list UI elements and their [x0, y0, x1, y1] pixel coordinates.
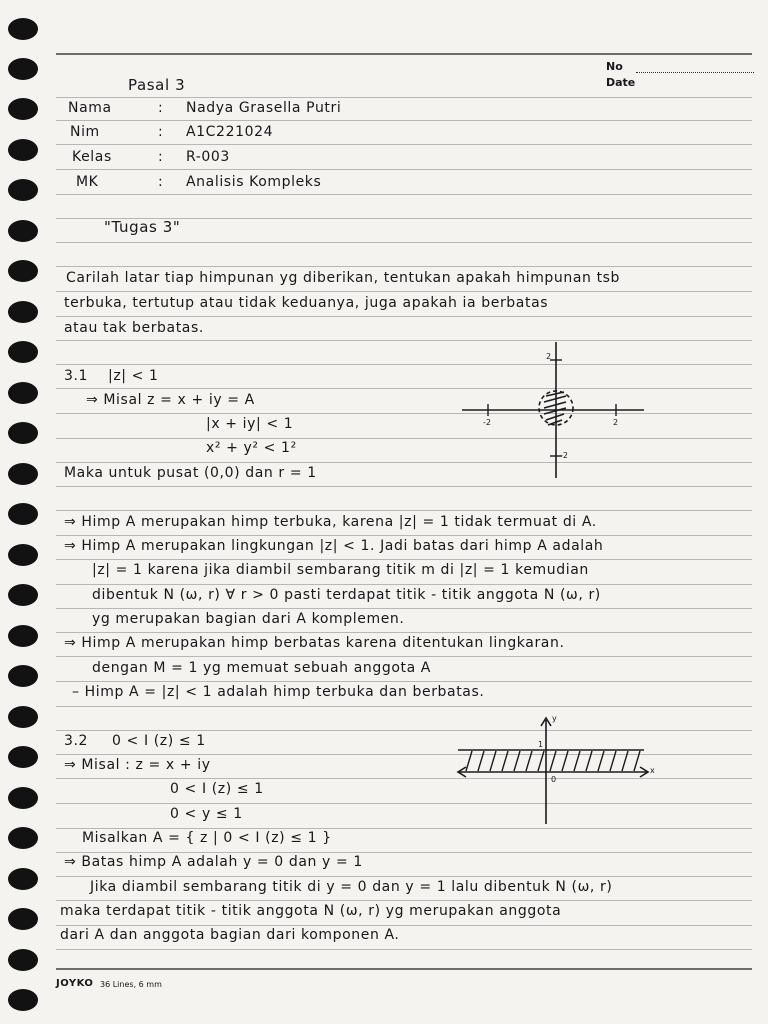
paper-spec: 36 Lines, 6 mm — [100, 980, 162, 989]
instruction-line: atau tak berbatas. — [64, 320, 204, 336]
graph1-left-label: -2 — [483, 418, 491, 427]
binding-hole — [8, 908, 38, 930]
binding-hole — [8, 58, 38, 80]
work-line: |x + iy| < 1 — [206, 416, 294, 432]
ruled-line — [56, 584, 752, 585]
info-label-nama: Nama — [68, 100, 112, 116]
binding-hole — [8, 463, 38, 485]
work-line: ⇒ Misal z = x + iy = A — [86, 392, 255, 408]
binding-hole — [8, 827, 38, 849]
binding-hole — [8, 665, 38, 687]
ruled-line — [56, 608, 752, 609]
binding-hole — [8, 706, 38, 728]
explanation-line: yg merupakan bagian dari A komplemen. — [92, 611, 405, 627]
work-line: 0 < y ≤ 1 — [170, 806, 243, 822]
info-label-kelas: Kelas — [72, 149, 112, 165]
info-colon: : — [158, 174, 164, 190]
shaded-scribble — [544, 392, 566, 425]
ruled-line — [56, 97, 752, 98]
graph1-top-label: 2 — [546, 352, 552, 361]
ruled-line — [56, 681, 752, 682]
task-title: "Tugas 3" — [104, 218, 181, 236]
info-colon: : — [158, 149, 164, 165]
ruled-line — [56, 949, 752, 950]
ruled-line — [56, 316, 752, 317]
ruled-line — [56, 706, 752, 707]
conclusion-line: – Himp A = |z| < 1 adalah himp terbuka dan berbatas. — [72, 684, 485, 700]
work-line: Maka untuk pusat (0,0) dan r = 1 — [64, 465, 317, 481]
binding-hole — [8, 301, 38, 323]
binding-hole — [8, 625, 38, 647]
ruled-line — [56, 656, 752, 657]
ruled-line — [56, 632, 752, 633]
ruled-line — [56, 535, 752, 536]
info-value-kelas: R-003 — [186, 149, 230, 165]
brand-logo: JOYKO — [56, 978, 94, 989]
binding-hole — [8, 220, 38, 242]
instruction-line: Carilah latar tiap himpunan yg diberikan, tentukan apakah himpunan tsb — [66, 270, 621, 286]
binding-hole — [8, 382, 38, 404]
ruled-line — [56, 120, 752, 121]
bottom-border-line — [56, 968, 752, 970]
strip-hatching — [466, 751, 640, 771]
explanation-line: ⇒ Himp A merupakan himp terbuka, karena |z| = 1 tidak termuat di A. — [64, 514, 597, 530]
info-colon: : — [158, 100, 164, 116]
binding-hole — [8, 746, 38, 768]
info-colon: : — [158, 124, 164, 140]
binding-hole — [8, 584, 38, 606]
ruled-line — [56, 486, 752, 487]
graph2-x-label: x — [650, 766, 655, 775]
explanation-line: dengan M = 1 yg memuat sebuah anggota A — [92, 660, 431, 676]
binding-hole — [8, 260, 38, 282]
section-expression: 0 < I (z) ≤ 1 — [112, 733, 206, 749]
info-label-mk: MK — [76, 174, 99, 190]
ruled-line — [56, 291, 752, 292]
binding-hole — [8, 422, 38, 444]
no-label: No — [606, 60, 623, 73]
work-line: x² + y² < 1² — [206, 440, 297, 456]
binding-hole — [8, 989, 38, 1011]
top-border-line — [56, 53, 752, 55]
graph1-right-label: 2 — [613, 418, 619, 427]
work-line: dari A dan anggota bagian dari komponen A. — [60, 927, 400, 943]
ruled-line — [56, 559, 752, 560]
spiral-binding-holes — [8, 18, 42, 1018]
binding-hole — [8, 544, 38, 566]
explanation-line: |z| = 1 karena jika diambil sembarang titik m di |z| = 1 kemudian — [92, 562, 589, 578]
info-value-nim: A1C221024 — [186, 124, 274, 140]
binding-hole — [8, 139, 38, 161]
ruled-line — [56, 876, 752, 877]
work-line: Jika diambil sembarang titik di y = 0 dan y = 1 lalu dibentuk N (ω, r) — [90, 879, 613, 895]
binding-hole — [8, 341, 38, 363]
work-line: 0 < I (z) ≤ 1 — [170, 781, 264, 797]
work-line: Misalkan A = { z | 0 < I (z) ≤ 1 } — [82, 830, 332, 846]
work-line: ⇒ Misal : z = x + iy — [64, 757, 211, 773]
ruled-line — [56, 144, 752, 145]
ruled-line — [56, 194, 752, 195]
section-number: 3.1 — [64, 368, 89, 384]
graph2-origin-label: 0 — [551, 775, 557, 784]
section-expression: |z| < 1 — [108, 368, 159, 384]
ruled-line — [56, 242, 752, 243]
strip-graph — [452, 714, 662, 829]
binding-hole — [8, 787, 38, 809]
section-number: 3.2 — [64, 733, 89, 749]
explanation-line: dibentuk N (ω, r) ∀ r > 0 pasti terdapat titik - titik anggota N (ω, r) — [92, 587, 601, 603]
work-line: maka terdapat titik - titik anggota N (ω, r) yg merupakan anggota — [60, 903, 562, 919]
info-value-nama: Nadya Grasella Putri — [186, 100, 342, 116]
graph2-y-label: y — [552, 714, 557, 723]
ruled-line — [56, 510, 752, 511]
page-title: Pasal 3 — [128, 76, 186, 94]
binding-hole — [8, 503, 38, 525]
binding-hole — [8, 179, 38, 201]
ruled-line — [56, 169, 752, 170]
explanation-line: ⇒ Himp A merupakan himp berbatas karena ditentukan lingkaran. — [64, 635, 565, 651]
info-label-nim: Nim — [70, 124, 100, 140]
binding-hole — [8, 868, 38, 890]
ruled-line — [56, 852, 752, 853]
binding-hole — [8, 949, 38, 971]
disk-graph — [460, 340, 650, 480]
binding-hole — [8, 18, 38, 40]
instruction-line: terbuka, tertutup atau tidak keduanya, juga apakah ia berbatas — [64, 295, 549, 311]
info-value-mk: Analisis Kompleks — [186, 174, 322, 190]
ruled-line — [56, 925, 752, 926]
ruled-line — [56, 266, 752, 267]
graph2-one-label: 1 — [538, 740, 544, 749]
no-dotted-line — [636, 72, 754, 73]
explanation-line: ⇒ Himp A merupakan lingkungan |z| < 1. Jadi batas dari himp A adalah — [64, 538, 604, 554]
binding-hole — [8, 98, 38, 120]
work-line: ⇒ Batas himp A adalah y = 0 dan y = 1 — [64, 854, 363, 870]
ruled-line — [56, 900, 752, 901]
graph1-bottom-label: -2 — [560, 451, 568, 460]
date-label: Date — [606, 76, 636, 89]
